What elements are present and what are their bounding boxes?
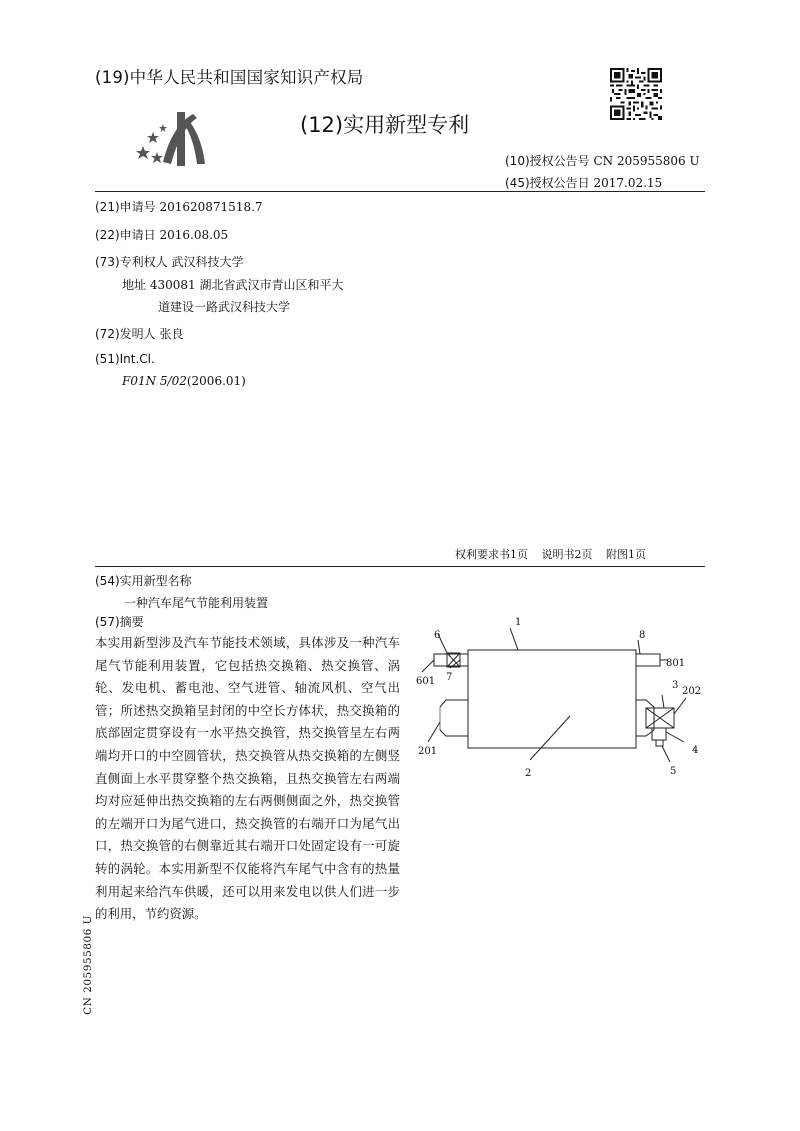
label-7: 7 — [446, 672, 453, 683]
label-5: 5 — [670, 766, 677, 777]
publication-number-row — [505, 152, 700, 169]
intcl-version: (2006.01) — [186, 374, 246, 388]
application-number-row — [95, 198, 263, 215]
application-number-label: (21)申请号 — [95, 200, 156, 214]
address-label: 地址 — [122, 278, 147, 292]
description-pages: 说明书2页 — [541, 548, 593, 561]
side-publication-number: CN 205955806 U — [82, 915, 94, 1015]
label-6: 6 — [434, 630, 441, 641]
inventor-row — [95, 325, 183, 342]
outlet-flare — [636, 700, 654, 736]
address-row — [122, 276, 343, 293]
filing-date-row — [95, 226, 228, 243]
address-line-2: 道建设一路武汉科技大学 — [158, 300, 291, 314]
page-counts — [455, 546, 656, 562]
patentee-row — [95, 253, 243, 270]
label-202: 202 — [682, 686, 702, 697]
publication-date: 2017.02.15 — [593, 176, 663, 190]
inlet-flare — [440, 700, 468, 736]
inventor: 张良 — [159, 327, 184, 341]
claims-pages: 权利要求书1页 — [455, 548, 528, 561]
label-801: 801 — [666, 658, 686, 669]
utility-model-title: 一种汽车尾气节能利用装置 — [124, 596, 269, 610]
issuing-office: (19)中华人民共和国国家知识产权局 — [95, 68, 364, 87]
label-201: 201 — [418, 746, 438, 757]
inventor-label: (72)发明人 — [95, 327, 156, 341]
patentee-label: (73)专利权人 — [95, 255, 168, 269]
label-2: 2 — [525, 768, 532, 779]
abstract-label: (57)摘要 — [95, 615, 144, 629]
drawing-pages: 附图1页 — [606, 548, 646, 561]
application-number: 201620871518.7 — [159, 200, 263, 214]
intcl-code: F01N 5/02 — [122, 374, 187, 388]
label-8: 8 — [639, 630, 646, 641]
filing-date-label: (22)申请日 — [95, 228, 156, 242]
qr-code-icon — [610, 68, 662, 120]
section-divider — [95, 566, 705, 567]
abstract-text: 本实用新型涉及汽车节能技术领域，具体涉及一种汽车尾气节能利用装置，它包括热交换箱、热交换管、涡轮、发电机、蓄电池、空气进管、轴流风机、空气出管；所述热交换箱呈封闭的中空长方体状，热交换箱的底部固定贯穿设有一水平热交换管，热交换管呈左右两端均开口的中空圆管状，热交换管从热交换箱的左侧竖直侧面上水平贯穿整个热交换箱，且热交换管左右两端均对应延伸出热交换箱的左右两侧侧面之外，热交换管的左端开口为尾气进口，热交换管的右端开口为尾气出口，热交换管的右侧靠近其右端开口处固定设有一可旋转的涡轮。本实用新型不仅能将汽车尾气中含有的热量利用起来给汽车供暖，还可以用来发电以供人们进一步的利用，节约资源。 — [95, 635, 400, 922]
publication-number-label: (10)授权公告号 — [505, 154, 590, 168]
label-1: 1 — [515, 617, 522, 628]
title-label: (54)实用新型名称 — [95, 574, 192, 588]
label-3: 3 — [672, 680, 679, 691]
publication-number: CN 205955806 U — [593, 154, 700, 168]
address-line-1: 430081 湖北省武汉市青山区和平大 — [149, 278, 344, 292]
publication-date-label: (45)授权公告日 — [505, 176, 590, 190]
abstract-figure — [410, 612, 715, 782]
air-outlet-pipe — [636, 654, 660, 666]
label-4: 4 — [692, 745, 699, 756]
heat-exchange-box — [468, 650, 636, 748]
header-divider — [95, 191, 705, 192]
patent-type-title: (12)实用新型专利 — [300, 113, 470, 137]
patentee: 武汉科技大学 — [171, 255, 244, 269]
publication-date-row — [505, 174, 662, 191]
air-inlet-pipe — [434, 654, 468, 666]
sipo-logo-icon — [133, 108, 213, 170]
intcl-label: (51)Int.Cl. — [95, 352, 155, 366]
filing-date: 2016.08.05 — [159, 228, 229, 242]
intcl-row — [122, 374, 246, 388]
label-601: 601 — [416, 676, 436, 687]
